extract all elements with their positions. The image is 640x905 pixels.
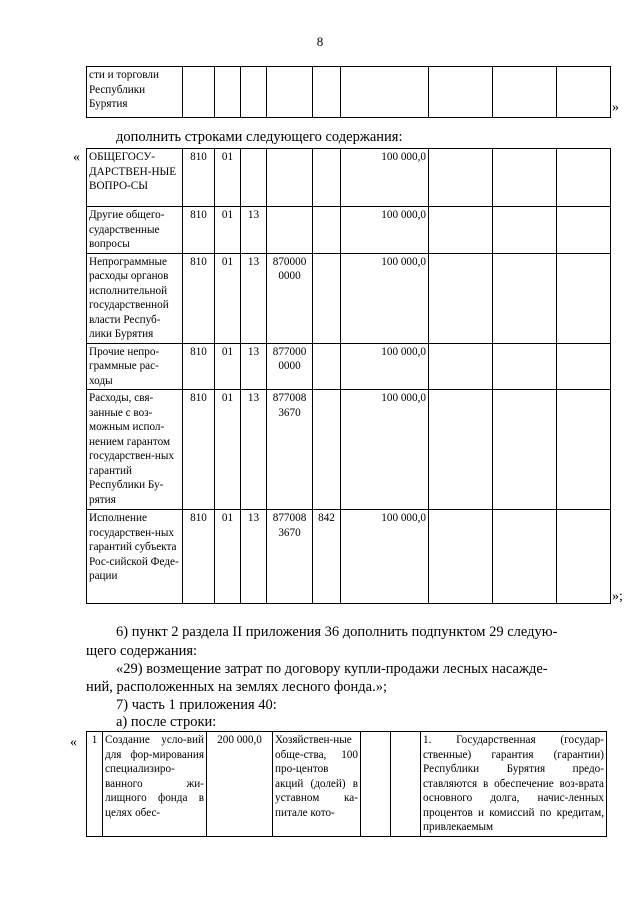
row-code-subsection: 13 — [241, 390, 267, 510]
guarantee-entity: Хозяйствен-ные обще-ства, 100 про-центов акций (долей) в уставном ка-питале кото- — [273, 732, 361, 837]
row-amount: 100 000,0 — [341, 253, 429, 343]
intro-text: дополнить строками следующего содержания: — [116, 129, 403, 145]
table1-close-quote: »; — [612, 589, 623, 604]
paragraph-6-line4: ний, расположенных на землях лесного фонда.»; — [86, 679, 387, 695]
row-empty — [557, 253, 611, 343]
row-code-admin: 810 — [183, 253, 215, 343]
row-empty — [429, 343, 493, 390]
row-code-admin: 810 — [183, 149, 215, 207]
row-empty — [493, 343, 557, 390]
row-empty — [493, 390, 557, 510]
row-name: Исполнение государствен-ных гарантий субъекта Рос-сийской Феде-рации — [87, 510, 183, 604]
row-code-expense-type — [313, 390, 341, 510]
paragraph-6-line1: 6) пункт 2 раздела II приложения 36 дополнить подпунктом 29 следую- — [116, 624, 558, 640]
row-code-section: 01 — [215, 343, 241, 390]
row-code-section: 01 — [215, 207, 241, 254]
row-empty — [557, 343, 611, 390]
row-code-subsection: 13 — [241, 343, 267, 390]
row-code-expense-type — [313, 207, 341, 254]
row-empty — [493, 207, 557, 254]
table-row — [87, 207, 611, 254]
row-empty — [557, 390, 611, 510]
table-row — [87, 343, 611, 390]
row-amount: 100 000,0 — [341, 149, 429, 207]
row-amount: 100 000,0 — [341, 390, 429, 510]
row-name: ОБЩЕГОСУ-ДАРСТВЕН-НЫЕ ВОПРО-СЫ — [87, 149, 183, 207]
table1-open-quote: « — [73, 150, 80, 165]
top-table-first-cell: сти и торговли Республики Бурятия — [87, 67, 183, 118]
row-name: Другие общего-сударственные вопросы — [87, 207, 183, 254]
row-name: Непрограммные расходы органов исполнительной государственной власти Респуб-лики Бурятия — [87, 253, 183, 343]
row-code-section: 01 — [215, 390, 241, 510]
row-code-target — [267, 149, 313, 207]
guarantee-amount: 200 000,0 — [207, 732, 273, 837]
top-table — [86, 66, 611, 118]
row-name: Прочие непро-граммные рас-ходы — [87, 343, 183, 390]
paragraph-6-line3: «29) возмещение затрат по договору купли-продажи лесных насажде- — [116, 661, 548, 677]
row-empty — [493, 253, 557, 343]
row-empty — [429, 390, 493, 510]
row-amount: 100 000,0 — [341, 343, 429, 390]
paragraph-7a: а) после строки: — [116, 714, 217, 730]
row-empty — [493, 149, 557, 207]
paragraph-6-line2: щего содержания: — [86, 643, 198, 659]
row-amount: 100 000,0 — [341, 207, 429, 254]
row-code-expense-type — [313, 149, 341, 207]
row-code-expense-type — [313, 253, 341, 343]
row-code-admin: 810 — [183, 510, 215, 604]
row-code-admin: 810 — [183, 390, 215, 510]
guarantee-purpose: Создание усло-вий для фор-мирования специализиро-ванного жи-лищного фонда в целях обес- — [103, 732, 207, 837]
row-code-admin: 810 — [183, 207, 215, 254]
row-code-subsection: 13 — [241, 253, 267, 343]
row-code-section: 01 — [215, 149, 241, 207]
top-table-close-quote: » — [612, 100, 619, 115]
row-code-target: 877008 3670 — [267, 390, 313, 510]
row-name: Расходы, свя-занные с воз-можным испол-нением гарантом государствен-ных гарантий Республики Бу-рятия — [87, 390, 183, 510]
table-row — [87, 510, 611, 604]
row-code-admin: 810 — [183, 343, 215, 390]
page-number: 8 — [316, 34, 324, 49]
guarantee-conditions: 1. Государственная (государ-ственные) гарантия (гарантии) Республики Бурятия предо-ставляются в обеспечение воз-врата основного долга, начис-ленных процентов и комиссий по кредитам, привлекаемым — [421, 732, 607, 837]
paragraph-7: 7) часть 1 приложения 40: — [116, 697, 277, 713]
row-code-subsection — [241, 149, 267, 207]
table-row — [87, 390, 611, 510]
table-row — [87, 149, 611, 207]
row-code-target: 877008 3670 — [267, 510, 313, 604]
row-code-subsection: 13 — [241, 510, 267, 604]
guarantee-row-number: 1 — [87, 732, 103, 837]
row-code-target: 870000 0000 — [267, 253, 313, 343]
row-empty — [429, 510, 493, 604]
row-code-expense-type: 842 — [313, 510, 341, 604]
table2-open-quote: « — [70, 735, 77, 750]
row-empty — [493, 510, 557, 604]
row-code-target — [267, 207, 313, 254]
row-empty — [557, 149, 611, 207]
row-code-subsection: 13 — [241, 207, 267, 254]
budget-table — [86, 148, 611, 604]
row-code-target: 877000 0000 — [267, 343, 313, 390]
row-empty — [557, 207, 611, 254]
row-code-expense-type — [313, 343, 341, 390]
row-empty — [429, 253, 493, 343]
row-empty — [429, 149, 493, 207]
table-row — [87, 253, 611, 343]
row-empty — [557, 510, 611, 604]
row-code-section: 01 — [215, 510, 241, 604]
row-amount: 100 000,0 — [341, 510, 429, 604]
row-code-section: 01 — [215, 253, 241, 343]
row-empty — [429, 207, 493, 254]
guarantee-table — [86, 731, 607, 837]
